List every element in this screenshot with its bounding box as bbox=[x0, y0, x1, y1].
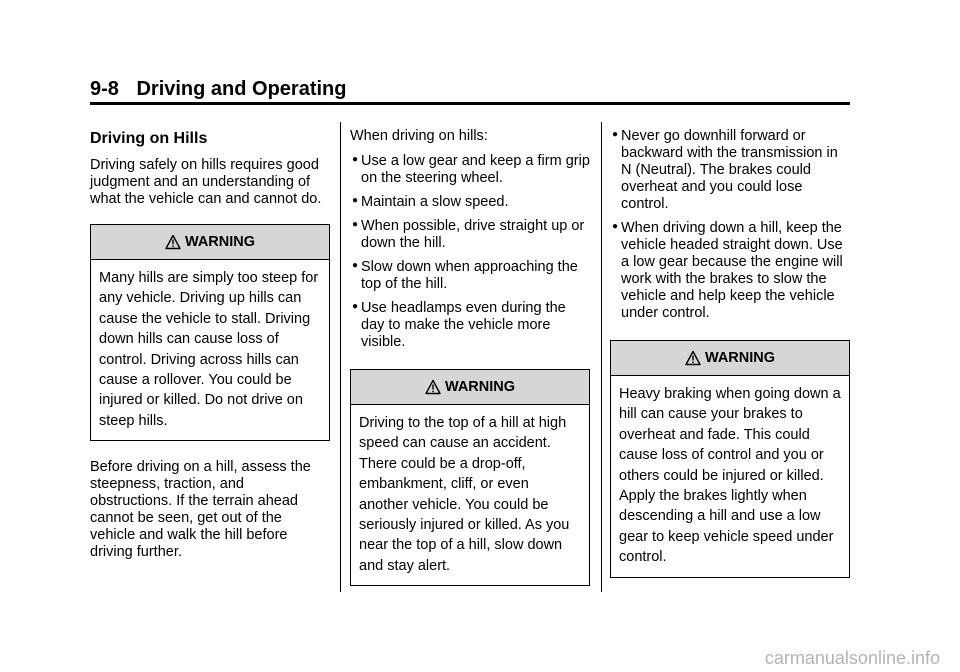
list-item: ● Use a low gear and keep a firm grip on the steering wheel. bbox=[352, 153, 590, 186]
column-1 bbox=[90, 128, 330, 561]
list-item: ● Maintain a slow speed. bbox=[352, 194, 509, 210]
bullet-icon: ● bbox=[612, 221, 619, 232]
warning-header bbox=[91, 225, 329, 260]
column-divider bbox=[340, 122, 341, 592]
warning-box bbox=[350, 369, 590, 586]
intro-paragraph: Driving safely on hills requires good judgment and an understanding of what the vehicle can and cannot do. bbox=[90, 157, 322, 207]
warning-label: WARNING bbox=[704, 349, 776, 366]
warning-text: Many hills are simply too steep for any vehicle. Driving up hills can cause the vehicle to stall. Driving down hills can cause loss of control. Driving across hills can cause a rollover. You could be injured or killed. Do not drive on steep hills. bbox=[99, 270, 319, 429]
bullet-icon: ● bbox=[612, 129, 619, 140]
before-driving-paragraph: Before driving on a hill, assess the steepness, traction, and obstructions. If the terrain ahead cannot be seen, get out of the vehicle and walk the hill before driving further. bbox=[90, 459, 311, 561]
tips-list bbox=[350, 153, 590, 351]
list-item: ● Use headlamps even during the day to make the vehicle more visible. bbox=[352, 300, 566, 350]
warning-text: Driving to the top of a hill at high speed can cause an accident. There could be a drop-off, embankment, cliff, or even another vehicle. You could be seriously injured or killed. As you near the top of a hill, slow down and stay alert. bbox=[359, 415, 570, 574]
list-item: ● When driving down a hill, keep the vehicle headed straight down. Use a low gear because the engine will work with the brakes to slow the vehicle and help keep the vehicle under control. bbox=[612, 220, 843, 321]
warning-label: WARNING bbox=[184, 233, 256, 250]
warning-text: Heavy braking when going down a hill can cause your brakes to overheat and fade. This could cause loss of control and you or others could be injured or killed. Apply the brakes lightly when descending a hill and use a low gear to keep vehicle speed under control. bbox=[619, 386, 841, 566]
column-2 bbox=[350, 128, 590, 604]
header-rule bbox=[90, 102, 850, 105]
when-driving-intro: When driving on hills: bbox=[350, 128, 488, 144]
bullet-icon: ● bbox=[352, 260, 359, 271]
warning-box bbox=[90, 224, 330, 441]
warning-triangle-icon bbox=[165, 234, 181, 250]
warning-label: WARNING bbox=[444, 378, 516, 395]
page-number: 9-8 bbox=[90, 78, 119, 100]
column-3 bbox=[610, 128, 850, 596]
bullet-icon: ● bbox=[352, 154, 359, 165]
column-divider bbox=[601, 122, 602, 592]
list-item: ● Slow down when approaching the top of the hill. bbox=[352, 259, 578, 292]
warning-header bbox=[611, 341, 849, 376]
warning-header bbox=[351, 370, 589, 405]
list-item: ● When possible, drive straight up or down the hill. bbox=[352, 218, 585, 251]
warning-box bbox=[610, 340, 850, 578]
tips-list bbox=[610, 128, 850, 322]
bullet-icon: ● bbox=[352, 301, 359, 312]
chapter-title: Driving and Operating bbox=[136, 78, 347, 100]
watermark: carmanualsonline.info bbox=[764, 648, 940, 668]
warning-triangle-icon bbox=[685, 350, 701, 366]
bullet-icon: ● bbox=[352, 195, 359, 206]
bullet-icon: ● bbox=[352, 219, 359, 230]
warning-triangle-icon bbox=[425, 379, 441, 395]
list-item: ● Never go downhill forward or backward with the transmission in N (Neutral). The brakes could overheat and you could lose control. bbox=[612, 128, 838, 212]
page-header bbox=[90, 78, 347, 101]
section-heading: Driving on Hills bbox=[90, 130, 208, 147]
